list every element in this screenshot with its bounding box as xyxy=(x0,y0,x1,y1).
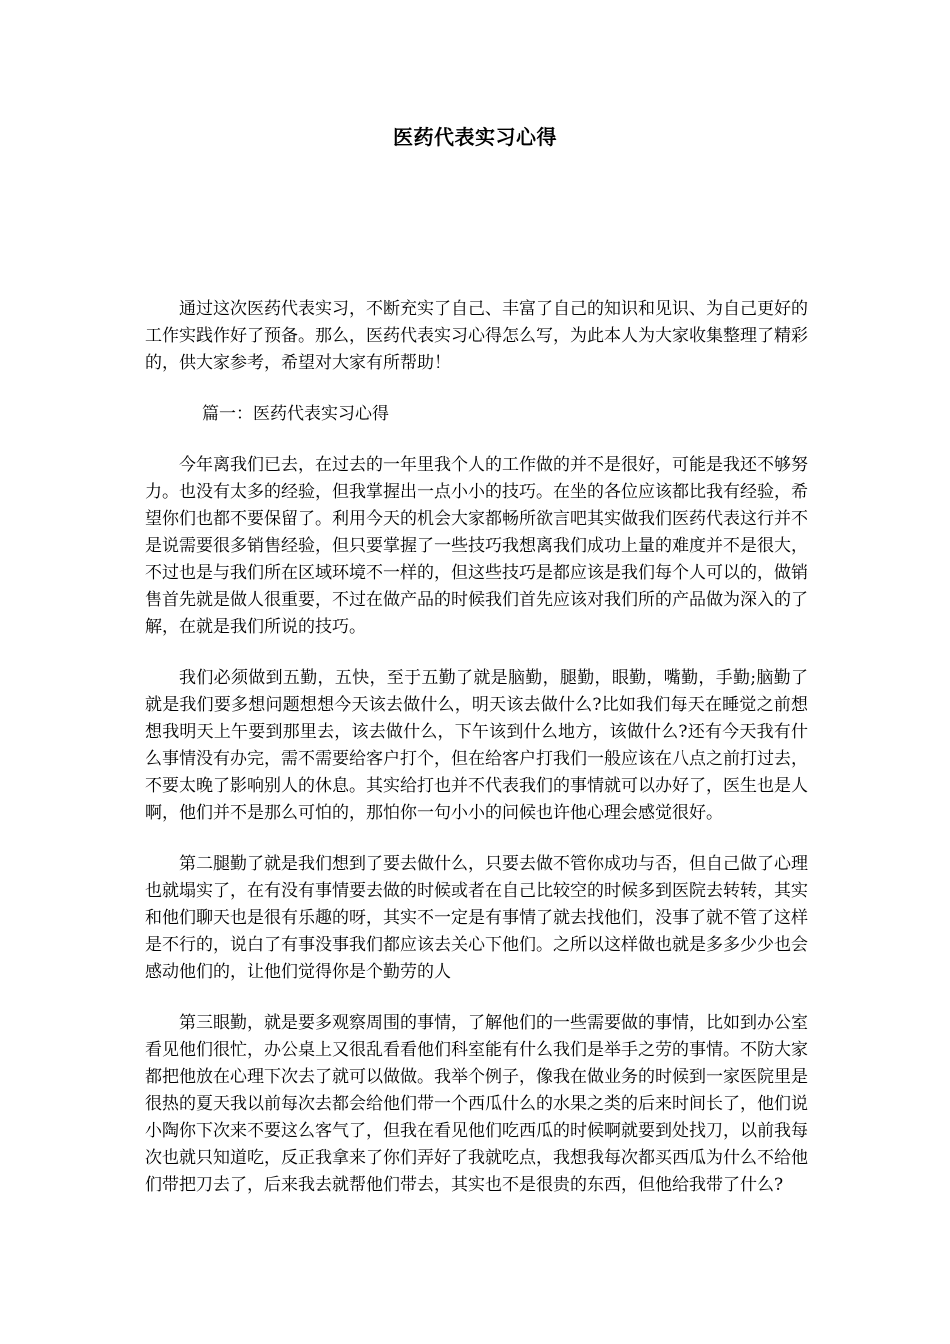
body-paragraph: 今年离我们已去，在过去的一年里我个人的工作做的并不是很好，可能是我还不够努力。也没有太多的经验，但我掌握出一点小小的技巧。在坐的各位应该都比我有经验，希望你们也都不要保留了。利用今天的机会大家都畅所欲言吧其实做我们医药代表这行并不是说需要很多销售经验，但只要掌握了一些技巧我想离我们成功上量的难度并不是很大，不过也是与我们所在区域环境不一样的，但这些技巧是都应该是我们每个人可以的，做销售首先就是做人很重要，不过在做产品的时候我们首先应该对我们所的产品做为深入的了解，在就是我们所说的技巧。 xyxy=(145,455,808,637)
intro-paragraph: 通过这次医药代表实习，不断充实了自己、丰富了自己的知识和见识、为自己更好的工作实践作好了预备。那么，医药代表实习心得怎么写，为此本人为大家收集整理了精彩的，供大家参考，希望对大家有所帮助！ xyxy=(145,299,808,373)
body-paragraph: 第三眼勤，就是要多观察周围的事情，了解他们的一些需要做的事情，比如到办公室看见他们很忙，办公桌上又很乱看看他们科室能有什么我们是举手之劳的事情。不防大家都把他放在心理下次去了就可以做做。我举个例子，像我在做业务的时候到一家医院里是很热的夏天我以前每次去都会给他们带一个西瓜什么的水果之类的后来时间长了，他们说小陶你下次来不要这么客气了，但我在看见他们吃西瓜的时候啊就要到处找刀，以前我每次也就只知道吃，反正我拿来了你们弄好了我就吃点，我想我每次都买西瓜为什么不给他们带把刀去了，后来我去就帮他们带去，其实也不是很贵的东西，但他给我带了什么? xyxy=(145,1013,808,1195)
document-body xyxy=(145,296,808,1199)
body-paragraph: 第二腿勤了就是我们想到了要去做什么，只要去做不管你成功与否，但自己做了心理也就塌实了，在有没有事情要去做的时候或者在自己比较空的时候多到医院去转转，其实和他们聊天也是很有乐趣的呀，其实不一定是有事情了就去找他们，没事了就不管了这样是不行的，说白了有事没事我们都应该去关心下他们。之所以这样做也就是多多少少也会感动他们的，让他们觉得你是个勤劳的人 xyxy=(145,854,808,982)
section-heading: 篇一：医药代表实习心得 xyxy=(202,404,389,424)
body-paragraph: 我们必须做到五勤，五快，至于五勤了就是脑勤，腿勤，眼勤，嘴勤，手勤;脑勤了就是我们要多想问题想想今天该去做什么，明天该去做什么?比如我们每天在睡觉之前想想我明天上午要到那里去，该去做什么，下午该到什么地方，该做什么?还有今天我有什么事情没有办完，需不需要给客户打个，但在给客户打我们一般应该在八点之前打过去，不要太晚了影响别人的休息。其实给打也并不代表我们的事情就可以办好了，医生也是人啊，他们并不是那么可怕的，那怕你一句小小的问候也许他心理会感觉很好。 xyxy=(145,668,808,823)
document-title: 医药代表实习心得 xyxy=(393,125,557,149)
